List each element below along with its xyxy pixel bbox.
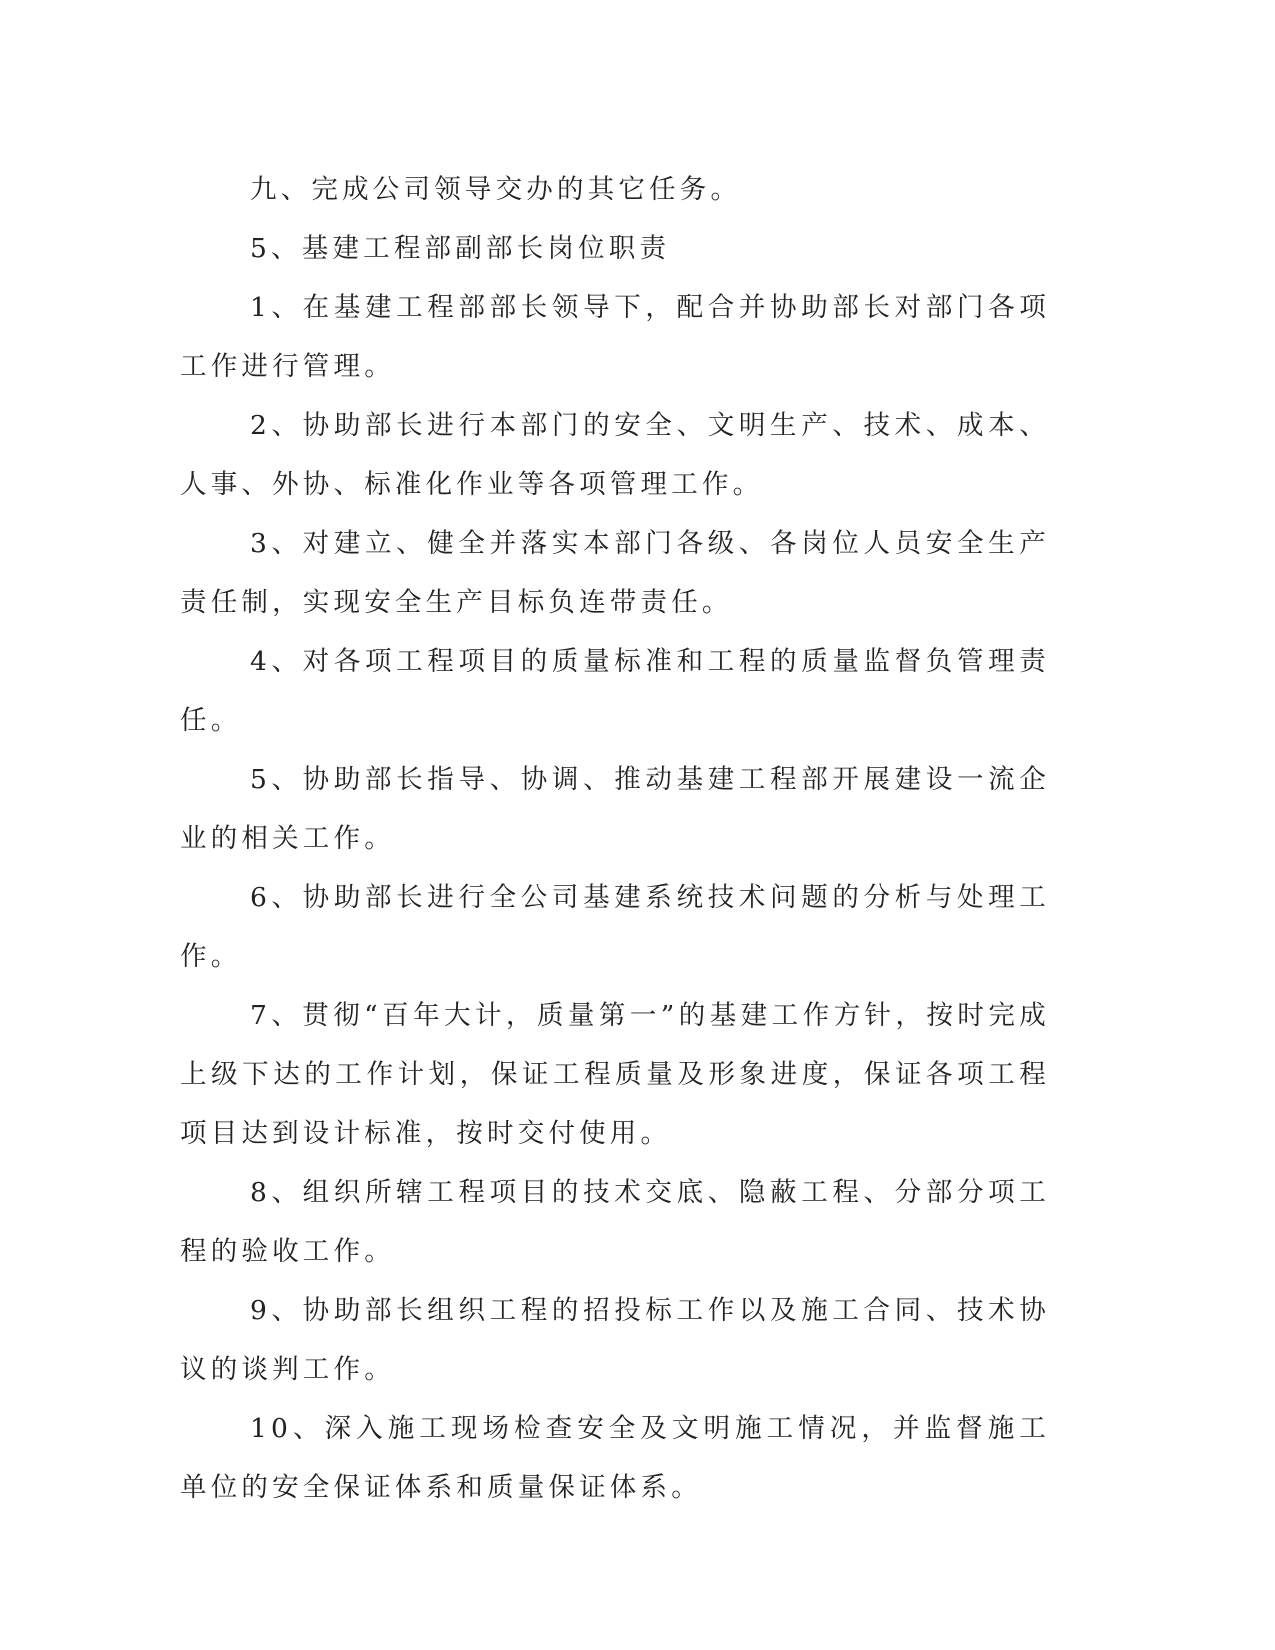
paragraph-duty-1: 1、在基建工程部部长领导下，配合并协助部长对部门各项工作进行管理。 — [180, 292, 1050, 382]
document-body — [180, 160, 1050, 1517]
paragraph-duty-8: 8、组织所辖工程项目的技术交底、隐蔽工程、分部分项工程的验收工作。 — [180, 1177, 1050, 1267]
paragraph-duty-7: 7、贯彻“百年大计，质量第一”的基建工作方针，按时完成上级下达的工作计划，保证工程质量及形象进度，保证各项工程项目达到设计标准，按时交付使用。 — [180, 1000, 1050, 1149]
paragraph-duty-3: 3、对建立、健全并落实本部门各级、各岗位人员安全生产责任制，实现安全生产目标负连带责任。 — [180, 528, 1050, 618]
paragraph-task-nine: 九、完成公司领导交办的其它任务。 — [250, 174, 742, 205]
section-heading-deputy-duties: 5、基建工程部副部长岗位职责 — [250, 233, 671, 264]
paragraph-duty-4: 4、对各项工程项目的质量标准和工程的质量监督负管理责任。 — [180, 646, 1050, 736]
paragraph-duty-5: 5、协助部长指导、协调、推动基建工程部开展建设一流企业的相关工作。 — [180, 764, 1050, 854]
paragraph-duty-2: 2、协助部长进行本部门的安全、文明生产、技术、成本、人事、外协、标准化作业等各项管理工作。 — [180, 410, 1050, 500]
paragraph-duty-9: 9、协助部长组织工程的招投标工作以及施工合同、技术协议的谈判工作。 — [180, 1295, 1050, 1385]
paragraph-duty-10: 10、深入施工现场检查安全及文明施工情况，并监督施工单位的安全保证体系和质量保证体系。 — [180, 1413, 1050, 1503]
paragraph-duty-6: 6、协助部长进行全公司基建系统技术问题的分析与处理工作。 — [180, 882, 1050, 972]
